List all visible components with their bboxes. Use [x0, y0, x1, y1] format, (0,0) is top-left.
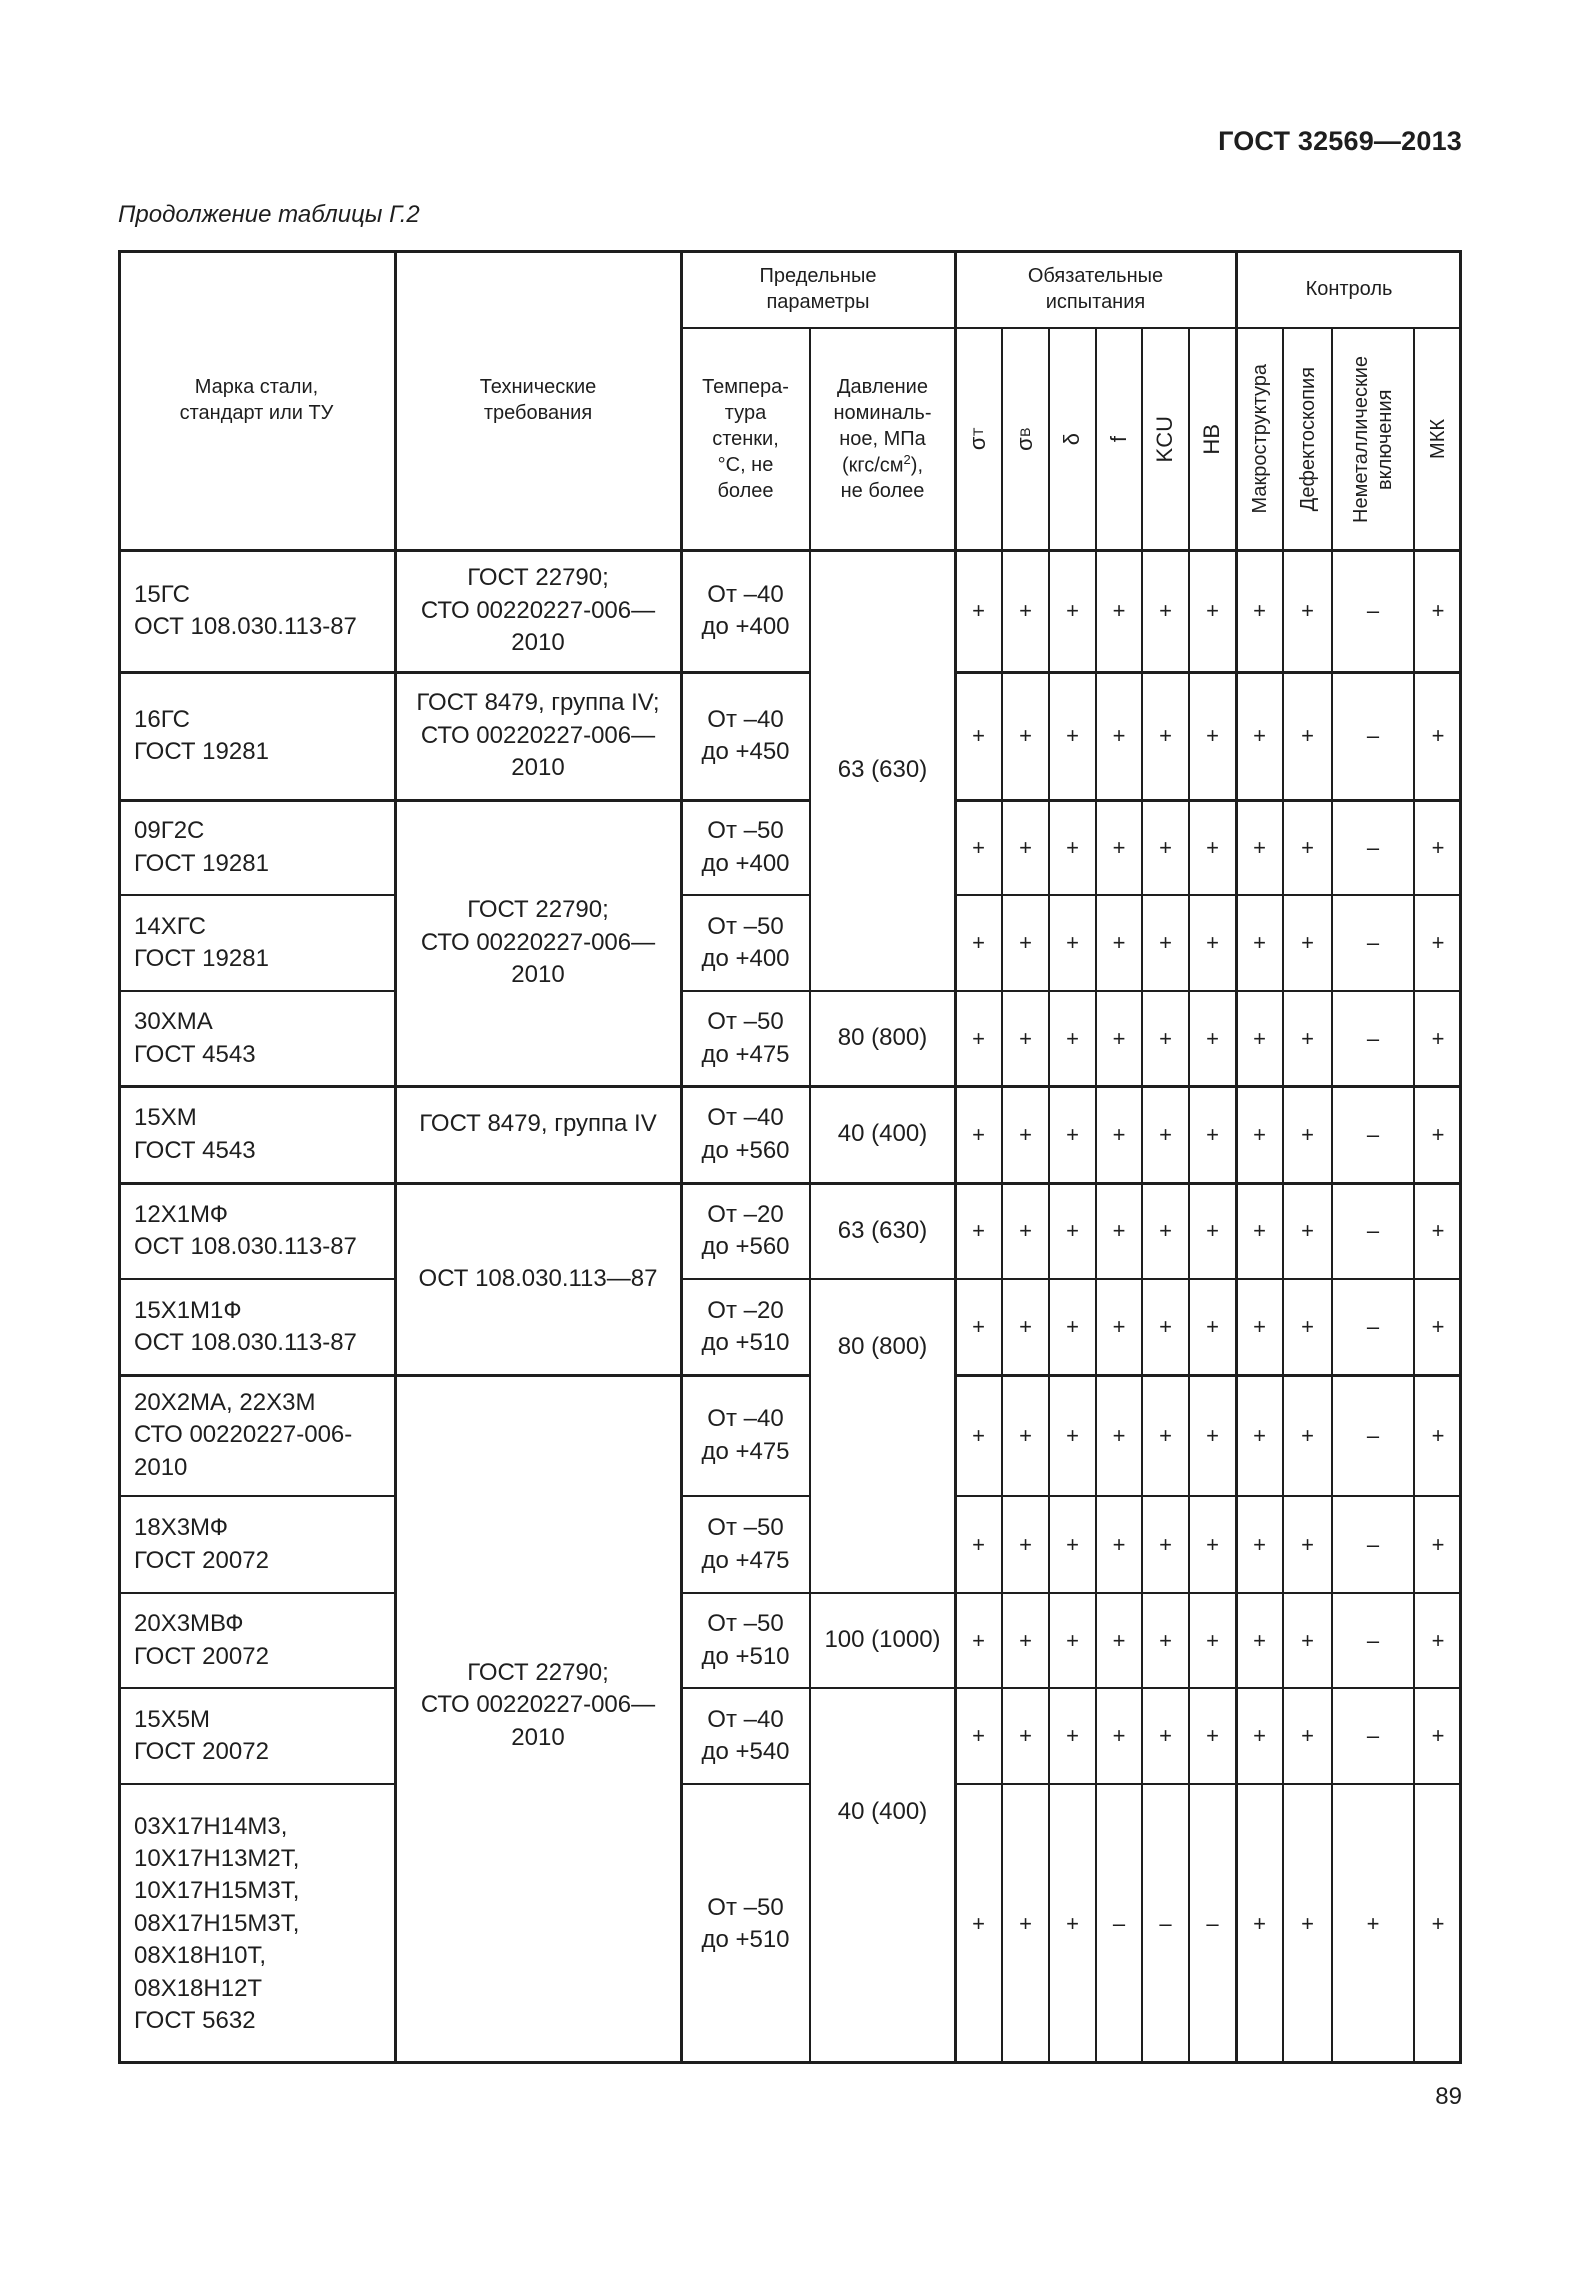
table-row-mark: + — [972, 1422, 985, 1448]
tech-requirement-group: ГОСТ 22790; СТО 00220227-006— 2010 — [420, 1659, 656, 1751]
table-row-mark: + — [1431, 598, 1445, 624]
table-row-mark: + — [1019, 1025, 1032, 1051]
table-row-mark: + — [1301, 1422, 1314, 1448]
row-rule — [810, 1278, 955, 1280]
row-rule — [681, 894, 810, 896]
table-row-mark: + — [1431, 723, 1445, 749]
table-row-mark: + — [972, 723, 985, 749]
page-number: 89 — [1435, 2083, 1462, 2110]
pressure-label-part: Давление номиналь- ное, МПа (кгс/см — [833, 375, 932, 477]
table-row-mark: + — [972, 598, 985, 624]
table-row-mark: + — [1253, 834, 1266, 860]
control-label: Дефектоскопия — [1296, 366, 1319, 512]
row-rule — [955, 1687, 1462, 1689]
table-row-mark: – — [1366, 723, 1380, 749]
table-row-mark: + — [1301, 1314, 1314, 1340]
row-rule — [955, 990, 1462, 992]
table-row-mark: + — [1066, 930, 1079, 956]
row-rule — [810, 990, 955, 992]
table-row-mark: + — [1431, 1218, 1445, 1244]
table-row-mark: + — [1112, 1531, 1126, 1557]
pressure-label-part: ), не более — [840, 454, 925, 503]
column-rule — [1001, 328, 1003, 2064]
table-row-mark: – — [1366, 1218, 1380, 1244]
table-row-steel-grade: 15Х1М1Ф ОСТ 108.030.113-87 — [134, 1296, 357, 1356]
table-row-mark: + — [1112, 1627, 1126, 1653]
table-row-mark: + — [1253, 1121, 1266, 1147]
table-row-wall-temperature: От –50 до +510 — [701, 1610, 790, 1670]
table-row-mark: + — [1431, 930, 1445, 956]
tech-requirement-group: ГОСТ 8479, группа IV; СТО 00220227-006— 2010 — [416, 689, 660, 782]
table-row-mark: + — [1431, 1025, 1445, 1051]
table-row-mark: + — [1019, 1314, 1032, 1340]
row-rule — [395, 1374, 681, 1377]
row-rule — [955, 671, 1462, 674]
header-wall-temperature: Темпера- тура стенки, °C, не более — [702, 376, 789, 502]
table-row-mark: + — [1206, 1218, 1219, 1244]
table-row-mark: + — [1301, 1627, 1314, 1653]
table-row-mark: + — [1019, 1531, 1032, 1557]
table-row-mark: + — [1066, 1627, 1079, 1653]
test-symbol — [965, 428, 991, 450]
table-row-wall-temperature: От –50 до +475 — [701, 1514, 790, 1574]
pressure-group: 63 (630) — [837, 756, 928, 784]
table-row-steel-grade: 09Г2С ГОСТ 19281 — [134, 817, 269, 877]
table-row-mark: + — [1159, 1627, 1172, 1653]
control-label: МКК — [1427, 419, 1449, 459]
row-rule — [118, 1783, 395, 1785]
test-symbol — [1059, 433, 1085, 445]
table-row-mark: + — [1019, 1422, 1032, 1448]
header-test-4 — [1142, 328, 1189, 550]
column-rule — [680, 250, 683, 2064]
tech-requirement-group: ОСТ 108.030.113—87 — [418, 1264, 658, 1292]
row-rule — [681, 1495, 810, 1497]
row-rule — [955, 1085, 1462, 1088]
table-row-mark: + — [1159, 723, 1172, 749]
table-row-mark: + — [1366, 1911, 1380, 1937]
table-row-mark: + — [1112, 1025, 1126, 1051]
table-row-mark: – — [1366, 1314, 1380, 1340]
pressure-group: 80 (800) — [837, 1024, 928, 1052]
header-test-3 — [1096, 328, 1142, 550]
header-rule — [681, 327, 1462, 329]
table-row-mark: + — [1159, 1025, 1172, 1051]
table-row-mark: + — [1301, 1218, 1314, 1244]
table-row-steel-grade: 03Х17Н14М3, 10Х17Н13М2Т, 10Х17Н15М3Т, 08Х17Н15М3Т, 08Х18Н10Т, 08Х18Н12Т ГОСТ 5632 — [134, 1812, 300, 2034]
test-symbol — [1152, 416, 1178, 462]
test-symbol — [1012, 428, 1038, 451]
table-row-steel-grade: 15ХМ ГОСТ 4543 — [134, 1104, 256, 1164]
row-rule — [118, 1592, 395, 1594]
table-row-mark: + — [1159, 1218, 1172, 1244]
row-rule — [681, 1374, 810, 1377]
table-row-mark: + — [1019, 598, 1032, 624]
row-rule — [118, 990, 395, 992]
table-border — [118, 250, 1462, 253]
row-rule — [955, 1783, 1462, 1785]
table-row-mark: + — [972, 1314, 985, 1340]
header-test-2 — [1049, 328, 1096, 550]
table-row-mark: + — [1112, 723, 1126, 749]
table-row-mark: + — [1112, 1422, 1126, 1448]
row-rule — [955, 894, 1462, 896]
header-tech-requirements: Технические требования — [479, 376, 597, 424]
header-control-3 — [1414, 328, 1462, 550]
row-rule — [681, 1687, 810, 1689]
table-row-mark: + — [1301, 723, 1314, 749]
table-row-mark: + — [1159, 1422, 1172, 1448]
table-row-mark: + — [1019, 1218, 1032, 1244]
table-row-mark: + — [1019, 723, 1032, 749]
table-row-mark: + — [972, 1531, 985, 1557]
table-row-steel-grade: 15ГС ОСТ 108.030.113-87 — [134, 580, 357, 640]
tech-requirement-group: ГОСТ 22790; СТО 00220227-006— 2010 — [420, 896, 656, 989]
table-row-mark: + — [1431, 1422, 1445, 1448]
column-rule — [1095, 328, 1097, 2064]
table-row-mark: – — [1206, 1911, 1219, 1937]
row-rule — [118, 1495, 395, 1497]
table-row-mark: + — [1019, 834, 1032, 860]
table-row-mark: + — [1301, 1025, 1314, 1051]
table-row-mark: + — [1159, 1723, 1172, 1749]
table-row-mark: – — [1366, 1422, 1380, 1448]
table-row-mark: + — [1301, 598, 1314, 624]
table-row-mark: + — [1253, 930, 1266, 956]
table-row-wall-temperature: От –40 до +540 — [701, 1705, 790, 1765]
table-row-mark: + — [1066, 1723, 1079, 1749]
table-row-mark: + — [1206, 1121, 1219, 1147]
row-rule — [955, 1495, 1462, 1497]
table-row-mark: + — [1253, 1314, 1266, 1340]
row-rule — [681, 1278, 810, 1280]
row-rule — [395, 671, 681, 674]
table-row-mark: + — [1066, 1422, 1079, 1448]
table-row-mark: + — [1159, 834, 1172, 860]
table-row-mark: + — [1431, 834, 1445, 860]
control-label: Неметаллические включения — [1350, 355, 1396, 523]
table-row-mark: – — [1366, 1531, 1380, 1557]
column-rule — [1331, 328, 1333, 2064]
test-symbol-base: σ — [965, 436, 991, 451]
table-row-mark: + — [1253, 1218, 1266, 1244]
table-row-mark: + — [1253, 1723, 1266, 1749]
table-row-mark: + — [1301, 930, 1314, 956]
table-row-mark: – — [1366, 1121, 1380, 1147]
column-rule — [1141, 328, 1143, 2064]
table-row-wall-temperature: От –40 до +475 — [701, 1405, 790, 1465]
row-rule — [118, 1687, 395, 1689]
test-symbol — [1106, 436, 1132, 442]
column-rule — [954, 250, 957, 2064]
table-border — [118, 250, 121, 2064]
table-row-mark: + — [1206, 723, 1219, 749]
data-table — [118, 250, 1462, 2064]
column-rule — [1048, 328, 1050, 2064]
table-row-mark: + — [1431, 1723, 1445, 1749]
table-row-mark: + — [1206, 1531, 1219, 1557]
table-row-mark: + — [1206, 1723, 1219, 1749]
table-row-wall-temperature: От –50 до +475 — [701, 1008, 790, 1068]
row-rule — [681, 1182, 810, 1185]
table-row-mark: + — [1112, 930, 1126, 956]
table-row-mark: + — [1066, 1531, 1079, 1557]
table-row-mark: + — [972, 1218, 985, 1244]
table-row-steel-grade: 16ГС ГОСТ 19281 — [134, 705, 269, 765]
column-rule — [1413, 328, 1415, 2064]
table-row-mark: + — [1206, 1025, 1219, 1051]
test-symbol-base: σ — [1012, 436, 1038, 451]
header-nominal-pressure — [810, 328, 955, 550]
table-row-wall-temperature: От –50 до +400 — [701, 912, 790, 972]
row-rule — [118, 1182, 395, 1185]
column-rule — [1235, 250, 1238, 2064]
table-row-wall-temperature: От –50 до +400 — [701, 817, 790, 877]
test-symbol — [1199, 424, 1225, 455]
header-nominal-pressure-text — [833, 374, 931, 505]
table-row-mark: + — [1019, 1121, 1032, 1147]
table-row-mark: + — [1253, 1911, 1266, 1937]
table-row-mark: + — [972, 834, 985, 860]
table-row-mark: – — [1366, 834, 1380, 860]
row-rule — [810, 1592, 955, 1594]
column-rule — [1282, 328, 1284, 2064]
row-rule — [955, 1182, 1462, 1185]
table-row-steel-grade: 14ХГС ГОСТ 19281 — [134, 912, 269, 972]
table-row-mark: + — [1066, 834, 1079, 860]
table-row-mark: + — [1253, 598, 1266, 624]
table-row-steel-grade: 20Х3МВФ ГОСТ 20072 — [134, 1610, 269, 1670]
table-row-mark: + — [1431, 1627, 1445, 1653]
row-rule — [395, 799, 681, 802]
row-rule — [118, 1085, 395, 1088]
table-row-mark: + — [1019, 930, 1032, 956]
pressure-group: 100 (1000) — [824, 1626, 941, 1654]
header-test-1 — [1002, 328, 1049, 550]
header-control-1 — [1283, 328, 1332, 550]
row-rule — [118, 1278, 395, 1280]
row-rule — [681, 1592, 810, 1594]
table-row-mark: + — [1301, 1723, 1314, 1749]
row-rule — [810, 1687, 955, 1689]
table-row-wall-temperature: От –20 до +560 — [701, 1200, 790, 1260]
table-row-wall-temperature: От –20 до +510 — [701, 1296, 790, 1356]
table-row-mark: + — [1066, 723, 1079, 749]
table-row-mark: + — [1066, 1121, 1079, 1147]
test-symbol-base: HB — [1199, 423, 1225, 455]
pressure-group: 40 (400) — [837, 1798, 928, 1825]
table-row-mark: + — [1112, 1121, 1126, 1147]
table-row-mark: + — [1066, 1025, 1079, 1051]
header-rule — [118, 549, 1462, 552]
table-row-steel-grade: 30ХМА ГОСТ 4543 — [134, 1008, 256, 1068]
table-row-mark: + — [1066, 1314, 1079, 1340]
test-symbol-subscript: B — [1017, 427, 1034, 437]
table-row-mark: + — [1159, 1314, 1172, 1340]
header-control-group: Контроль — [1305, 278, 1393, 300]
header-test-5 — [1189, 328, 1236, 550]
row-rule — [395, 1085, 681, 1088]
table-row-mark: – — [1159, 1911, 1172, 1937]
table-row-mark: – — [1366, 1627, 1380, 1653]
pressure-group: 63 (630) — [837, 1216, 928, 1244]
row-rule — [681, 671, 810, 674]
table-row-mark: + — [1019, 1911, 1032, 1937]
table-row-mark: + — [1206, 598, 1219, 624]
table-row-mark: + — [1253, 1531, 1266, 1557]
table-row-mark: + — [1253, 1422, 1266, 1448]
header-limits-group: Предельные параметры — [759, 265, 877, 313]
tech-requirement-group: ГОСТ 8479, группа IV — [419, 1110, 657, 1137]
column-rule — [1188, 328, 1190, 2064]
table-row-mark: + — [1206, 834, 1219, 860]
table-row-mark: + — [1066, 1911, 1079, 1937]
table-row-mark: + — [1112, 834, 1126, 860]
table-row-mark: + — [1112, 598, 1126, 624]
table-row-mark: + — [1019, 1627, 1032, 1653]
test-symbol-base: f — [1105, 435, 1131, 443]
test-symbol-base: δ — [1059, 432, 1085, 446]
table-row-wall-temperature: От –40 до +450 — [701, 705, 790, 765]
table-row-mark: + — [1206, 1314, 1219, 1340]
table-border — [1459, 250, 1462, 2064]
table-border — [118, 2061, 1462, 2064]
header-steel-grade: Марка стали, стандарт или ТУ — [179, 376, 334, 424]
column-rule — [809, 328, 811, 2064]
table-row-mark: + — [1431, 1531, 1445, 1557]
table-row-mark: + — [1301, 1531, 1314, 1557]
row-rule — [810, 1182, 955, 1185]
table-row-mark: + — [1206, 1422, 1219, 1448]
table-row-mark: + — [1112, 1723, 1126, 1749]
table-row-mark: + — [1301, 834, 1314, 860]
column-rule — [394, 250, 397, 2064]
pressure-group: 40 (400) — [837, 1120, 928, 1148]
table-row-wall-temperature: От –40 до +400 — [701, 580, 790, 640]
row-rule — [681, 1085, 810, 1088]
table-row-mark: – — [1366, 598, 1380, 624]
header-tests-group: Обязательные испытания — [1027, 265, 1164, 313]
table-row-mark: – — [1112, 1911, 1126, 1937]
table-row-steel-grade: 20Х2МА, 22Х3М СТО 00220227-006- 2010 — [134, 1388, 353, 1481]
row-rule — [118, 671, 395, 674]
table-row-steel-grade: 12Х1МФ ОСТ 108.030.113-87 — [134, 1200, 357, 1260]
table-row-mark: + — [972, 1723, 985, 1749]
table-row-mark: + — [1253, 1025, 1266, 1051]
tech-requirement-group: ГОСТ 22790; СТО 00220227-006— 2010 — [420, 564, 656, 657]
header-test-0 — [955, 328, 1002, 550]
table-row-mark: + — [1019, 1723, 1032, 1749]
table-row-mark: + — [972, 1911, 985, 1937]
table-row-mark: + — [1159, 1531, 1172, 1557]
table-row-mark: + — [1159, 930, 1172, 956]
row-rule — [955, 1278, 1462, 1280]
test-symbol-subscript: Т — [970, 427, 987, 437]
table-row-mark: + — [1301, 1121, 1314, 1147]
row-rule — [118, 894, 395, 896]
row-rule — [118, 1374, 395, 1377]
table-row-steel-grade: 18Х3МФ ГОСТ 20072 — [134, 1514, 269, 1574]
row-rule — [681, 990, 810, 992]
table-row-mark: + — [1159, 598, 1172, 624]
table-row-mark: + — [1431, 1121, 1445, 1147]
table-row-mark: + — [1253, 723, 1266, 749]
table-row-steel-grade: 15Х5М ГОСТ 20072 — [134, 1705, 269, 1765]
table-row-mark: + — [972, 1121, 985, 1147]
table-row-mark: + — [1066, 1218, 1079, 1244]
table-row-mark: + — [1066, 598, 1079, 624]
table-row-mark: + — [1301, 1911, 1314, 1937]
table-row-mark: + — [1112, 1314, 1126, 1340]
table-row-mark: + — [1159, 1121, 1172, 1147]
table-row-mark: + — [1112, 1218, 1126, 1244]
row-rule — [395, 1182, 681, 1185]
table-row-mark: + — [1253, 1627, 1266, 1653]
table-row-mark: – — [1366, 1723, 1380, 1749]
row-rule — [810, 1085, 955, 1088]
row-rule — [118, 799, 395, 802]
row-rule — [681, 799, 810, 802]
table-row-mark: + — [972, 1025, 985, 1051]
table-row-mark: + — [972, 1627, 985, 1653]
header-control-0 — [1236, 328, 1283, 550]
row-rule — [955, 1592, 1462, 1594]
table-row-wall-temperature: От –50 до +510 — [701, 1893, 790, 1953]
document-code: ГОСТ 32569—2013 — [1218, 126, 1462, 156]
control-label: Макроструктура — [1248, 364, 1271, 514]
header-control-2 — [1332, 328, 1414, 550]
pressure-unit-exponent: 2 — [903, 451, 911, 467]
table-row-mark: – — [1366, 930, 1380, 956]
test-symbol-base: KCU — [1152, 415, 1178, 463]
row-rule — [955, 799, 1462, 802]
table-row-mark: + — [1206, 1627, 1219, 1653]
table-row-mark: + — [972, 930, 985, 956]
row-rule — [681, 1783, 810, 1785]
table-caption: Продолжение таблицы Г.2 — [118, 201, 420, 228]
table-row-mark: + — [1431, 1911, 1445, 1937]
pressure-group: 80 (800) — [837, 1333, 928, 1360]
table-row-wall-temperature: От –40 до +560 — [701, 1104, 790, 1164]
table-row-mark: + — [1206, 930, 1219, 956]
table-row-mark: – — [1366, 1025, 1380, 1051]
row-rule — [955, 1374, 1462, 1377]
table-row-mark: + — [1431, 1314, 1445, 1340]
